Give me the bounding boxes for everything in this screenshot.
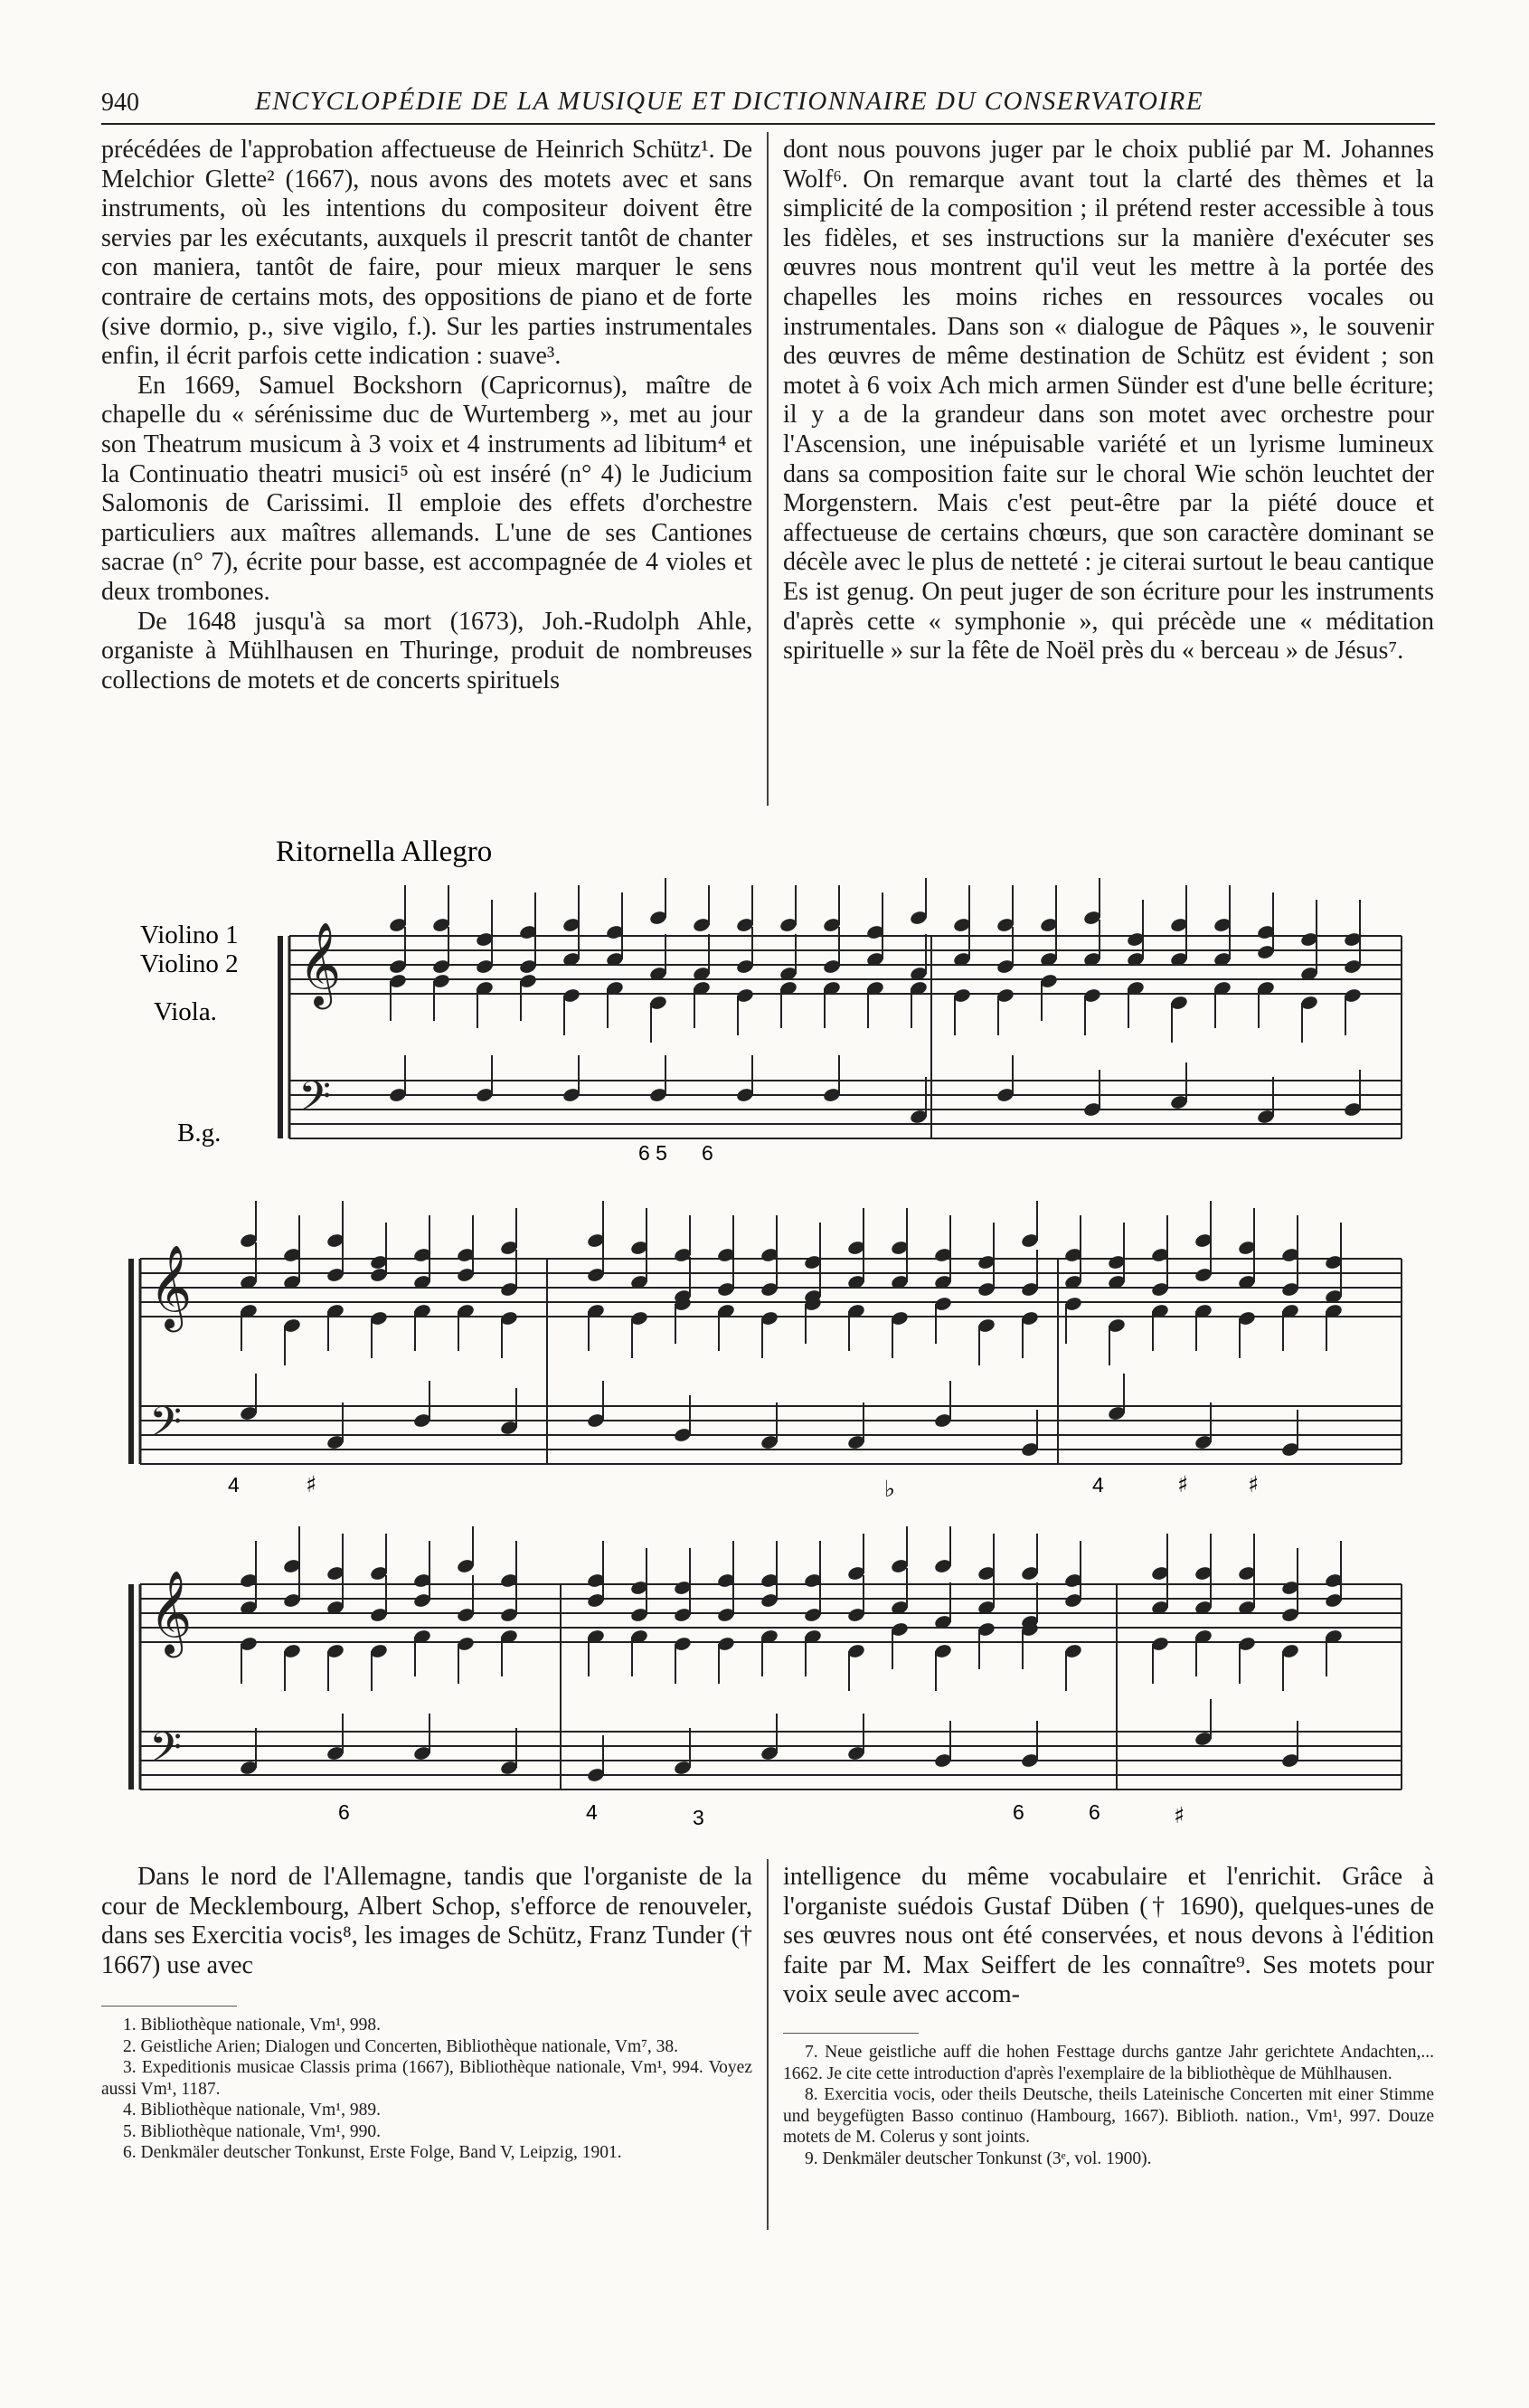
- part-label-viola: Viola.: [154, 997, 217, 1026]
- part-label-violin1: Violino 1: [140, 921, 239, 949]
- footnote: 3. Expeditionis musicae Classis prima (1667), Bibliothèque nationale, Vm¹, 994. Voyez aussi Vm¹, 1187.: [101, 2058, 752, 2099]
- footnote: 5. Bibliothèque nationale, Vm¹, 990.: [123, 2121, 381, 2141]
- figured-bass: 4: [228, 1473, 240, 1497]
- figured-bass: 6: [1013, 1800, 1024, 1824]
- bass-clef-icon: 𝄢: [149, 1723, 183, 1782]
- paragraph: De 1648 jusqu'à sa mort (1673), Joh.-Rudolph Ahle, organiste à Mühlhausen en Thuringe, produit de nombreuses collections de motets et de concerts spirituels: [101, 607, 752, 694]
- footnote: 1. Bibliothèque nationale, Vm¹, 998.: [123, 2016, 381, 2035]
- paragraph: En 1669, Samuel Bockshorn (Capricornus), maître de chapelle du « sérénissime duc de Wurtemberg », met au jour son Theatrum musicum à 3 voix et 4 instruments ad libitum⁴ et la Continuatio theatri musici⁵ où est inséré (n° 4) le Judicium Salomonis de Carissimi. Il emploie des effets d'orchestre particuliers aux maîtres allemands. L'une de ses Cantiones sacrae (n° 7), écrite pour basse, est accompagnée de 4 violes et deux trombones.: [101, 371, 752, 606]
- figured-bass: ♭: [884, 1476, 895, 1502]
- bass-clef-icon: 𝄢: [149, 1398, 183, 1457]
- footnote: 9. Denkmäler deutscher Tonkunst (3ᵉ, vol. 1900).: [805, 2148, 1152, 2168]
- music-title: Ritornella Allegro: [276, 836, 493, 868]
- figured-bass: 3: [693, 1806, 704, 1827]
- figured-bass: 4: [1092, 1473, 1104, 1497]
- footnote: 8. Exercitia vocis, oder theils Deutsche, theils Lateinische Concerten mit einer Stimme und beygefügten Basso continuo (Hambourg, 1667). Biblioth. nation., Vm¹, 997. Douze motets de M. Colerus y sont joints.: [783, 2085, 1434, 2147]
- figured-bass: ♯: [1177, 1471, 1189, 1497]
- music-system-3: [131, 1526, 1402, 1789]
- footnote-rule: [783, 2033, 919, 2034]
- bass-clef-icon: 𝄢: [298, 1072, 332, 1131]
- column-right-bottom: [783, 1863, 1434, 2010]
- figured-bass: ♯: [306, 1471, 317, 1497]
- footnotes-left: [101, 2015, 752, 2164]
- part-label-basso: B.g.: [177, 1119, 222, 1147]
- treble-clef-icon: 𝄞: [149, 1570, 193, 1654]
- footnote-rule: [101, 2006, 237, 2007]
- figured-bass: 6: [338, 1800, 350, 1824]
- footnote: 4. Bibliothèque nationale, Vm¹, 989.: [123, 2101, 381, 2120]
- paragraph: précédées de l'approbation affectueuse de Heinrich Schütz¹. De Melchior Glette² (1667), nous avons des motets avec et sans instruments, où les intentions du compositeur doivent être servies par les exécutants, auxquels il prescrit tantôt de chanter con maniera, tantôt de faire, pour mieux marquer le sens contraire de certains mots, des oppositions de piano et de forte (sive dormio, p., sive vigilo, f.). Sur les parties instrumentales enfin, il écrit parfois cette indication : suave³.: [101, 136, 752, 371]
- footnotes-right: [783, 2042, 1434, 2169]
- part-label-violin2: Violino 2: [140, 949, 239, 978]
- figured-bass: 6: [702, 1141, 713, 1165]
- paragraph: Dans le nord de l'Allemagne, tandis que l'organiste de la cour de Mecklembourg, Albert Schop, s'efforce de renouveler, dans ses Exercitia vocis⁸, les images de Schütz, Franz Tunder († 1667) use avec: [101, 1863, 752, 1979]
- figured-bass: ♯: [1174, 1802, 1185, 1827]
- footnote: 6. Denkmäler deutscher Tonkunst, Erste Folge, Band V, Leipzig, 1901.: [123, 2143, 622, 2162]
- footnote: 7. Neue geistliche auff die hohen Festtage durchs gantze Jahr gerichtete Andachten,... 1662. Je cite cette introduction d'après l'exemplaire de la bibliothèque de Mühlhausen.: [783, 2043, 1434, 2083]
- paragraph: intelligence du même vocabulaire et l'enrichit. Grâce à l'organiste suédois Gustaf Düben († 1690), quelques-unes de ses œuvres nous ont été conservées, et nous devons à l'édition faite par M. Max Seiffert de les connaître⁹. Ses motets pour voix seule avec accom-: [783, 1863, 1434, 2009]
- page-number: 940: [101, 89, 139, 117]
- treble-clef-icon: 𝄞: [298, 921, 342, 1006]
- paragraph: dont nous pouvons juger par le choix publié par M. Johannes Wolf⁶. On remarque avant tout la clarté des thèmes et la simplicité de la composition ; il prétend rester accessible à tous les fidèles, et ses instructions sur la manière d'exécuter ses œuvres nous montrent qu'il veut les mettre à la portée des chapelles les moins riches en ressources vocales ou instrumentales. Dans son « dialogue de Pâques », le souvenir des œuvres de même destination de Schütz est évident ; son motet à 6 voix Ach mich armen Sünder est d'une belle écriture; il y a de la grandeur dans son motet avec orchestre pour l'Ascension, une inépuisable variété et un lyrisme lumineux dans sa composition faite sur le choral Wie schön leuchtet der Morgenstern. Mais c'est peut-être par la piété douce et affectueuse de certains chœurs, que son caractère dominant se décèle avec le plus de netteté : je citerai surtout le beau cantique Es ist genug. On peut juger de son écriture pour les instruments d'après cette « symphonie », qui précède une « méditation spirituelle » sur la fête de Noël près du « berceau » de Jésus⁷.: [783, 136, 1434, 666]
- figured-bass: 4: [586, 1800, 598, 1824]
- column-divider: [767, 1859, 769, 2230]
- running-title: ENCYCLOPÉDIE DE LA MUSIQUE ET DICTIONNAIRE DU CONSERVATOIRE: [255, 87, 1203, 116]
- music-system-2: [131, 1201, 1402, 1464]
- column-left-bottom: [101, 1863, 752, 1980]
- treble-clef-icon: 𝄞: [149, 1244, 193, 1328]
- figured-bass: ♯: [1248, 1471, 1260, 1497]
- footnote: 2. Geistliche Arien; Dialogen und Concerten, Bibliothèque nationale, Vm⁷, 38.: [123, 2036, 679, 2056]
- music-system-1: [280, 878, 1402, 1138]
- figured-bass: 6 5: [638, 1141, 667, 1165]
- figured-bass: 6: [1089, 1800, 1100, 1824]
